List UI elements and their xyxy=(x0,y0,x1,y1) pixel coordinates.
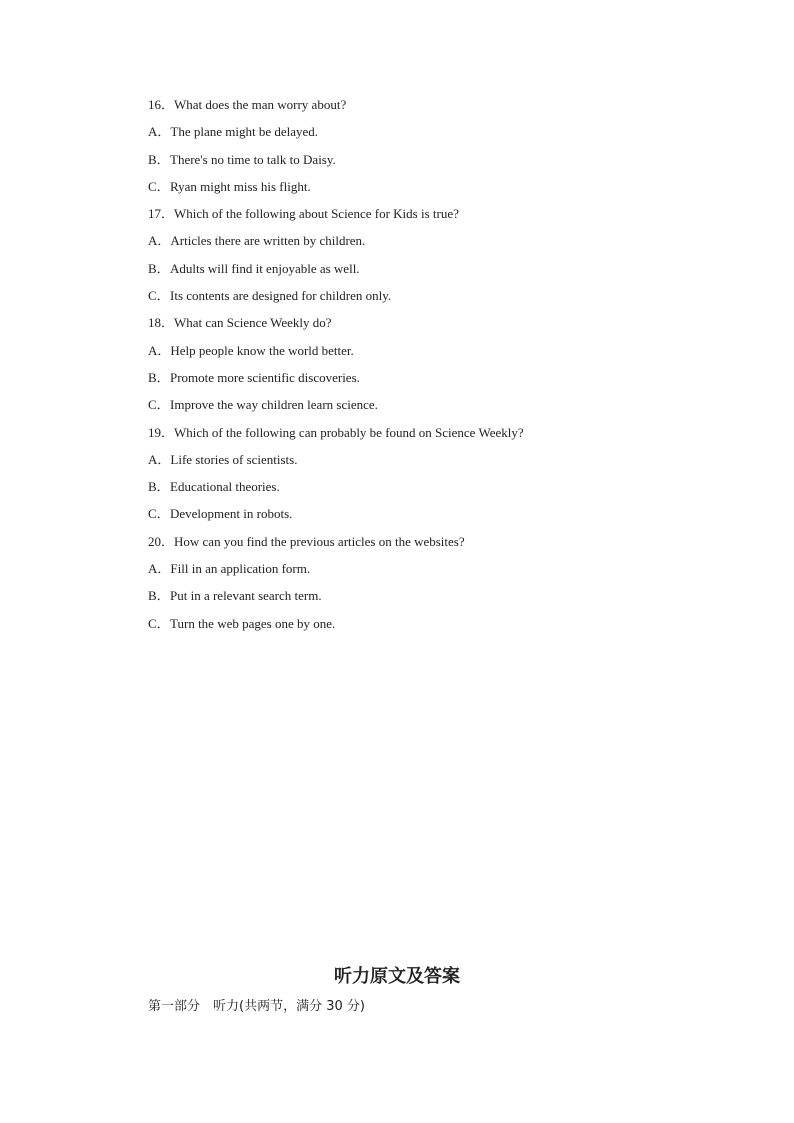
option-text: Articles there are written by children. xyxy=(170,233,366,249)
option-b xyxy=(148,150,708,177)
option-text: Its contents are designed for children only. xyxy=(170,288,392,304)
question-text: How can you find the previous articles on the websites? xyxy=(174,533,465,549)
option-letter: A． xyxy=(148,233,171,249)
option-letter: B． xyxy=(148,151,170,167)
question-text: What can Science Weekly do? xyxy=(174,315,332,331)
option-text: Adults will find it enjoyable as well. xyxy=(170,260,360,276)
option-text: Fill in an application form. xyxy=(170,561,311,577)
option-c xyxy=(148,286,708,313)
option-c xyxy=(148,395,708,422)
option-c xyxy=(148,504,708,531)
answer-section-title: 听力原文及答案 xyxy=(334,966,460,987)
option-letter: B． xyxy=(148,369,170,385)
option-text: Put in a relevant search term. xyxy=(170,588,322,604)
question-17 xyxy=(148,204,708,231)
option-c xyxy=(148,177,708,204)
question-19 xyxy=(148,423,708,450)
option-a xyxy=(148,559,708,586)
question-number: 20． xyxy=(148,533,175,549)
option-letter: C． xyxy=(148,615,170,631)
option-letter: B． xyxy=(148,479,170,495)
option-text: Life stories of scientists. xyxy=(170,451,298,467)
option-text: Help people know the world better. xyxy=(170,342,354,358)
option-c xyxy=(148,614,708,641)
question-number: 17． xyxy=(148,206,175,222)
option-text: There's no time to talk to Daisy. xyxy=(170,151,336,167)
option-text: Improve the way children learn science. xyxy=(170,397,378,413)
option-text: Promote more scientific discoveries. xyxy=(170,369,360,385)
option-letter: A． xyxy=(148,561,171,577)
question-text: Which of the following about Science for Kids is true? xyxy=(174,206,459,222)
option-b xyxy=(148,368,708,395)
option-text: The plane might be delayed. xyxy=(170,124,319,140)
option-letter: C． xyxy=(148,397,170,413)
question-number: 16． xyxy=(148,97,175,112)
option-letter: C． xyxy=(148,506,170,522)
option-letter: B． xyxy=(148,588,170,604)
question-18 xyxy=(148,313,708,340)
option-letter: B． xyxy=(148,260,170,276)
question-text: What does the man worry about? xyxy=(174,97,347,112)
option-letter: C． xyxy=(148,288,170,304)
question-16 xyxy=(148,95,708,122)
option-text: Development in robots. xyxy=(170,506,293,522)
option-b xyxy=(148,477,708,504)
option-letter: A． xyxy=(148,451,171,467)
option-a xyxy=(148,231,708,258)
question-list xyxy=(148,95,708,641)
part-heading: 第一部分 听力(共两节，满分 30 分) xyxy=(148,999,365,1014)
question-number: 18． xyxy=(148,315,175,331)
question-number: 19． xyxy=(148,424,175,440)
question-20 xyxy=(148,532,708,559)
option-text: Ryan might miss his flight. xyxy=(170,178,311,194)
option-text: Educational theories. xyxy=(170,479,280,495)
option-text: Turn the web pages one by one. xyxy=(170,615,336,631)
option-letter: C． xyxy=(148,178,170,194)
option-a xyxy=(148,341,708,368)
option-b xyxy=(148,259,708,286)
option-b xyxy=(148,586,708,613)
option-a xyxy=(148,122,708,149)
option-letter: A． xyxy=(148,342,171,358)
question-text: Which of the following can probably be found on Science Weekly? xyxy=(174,424,524,440)
option-letter: A． xyxy=(148,124,171,140)
option-a xyxy=(148,450,708,477)
